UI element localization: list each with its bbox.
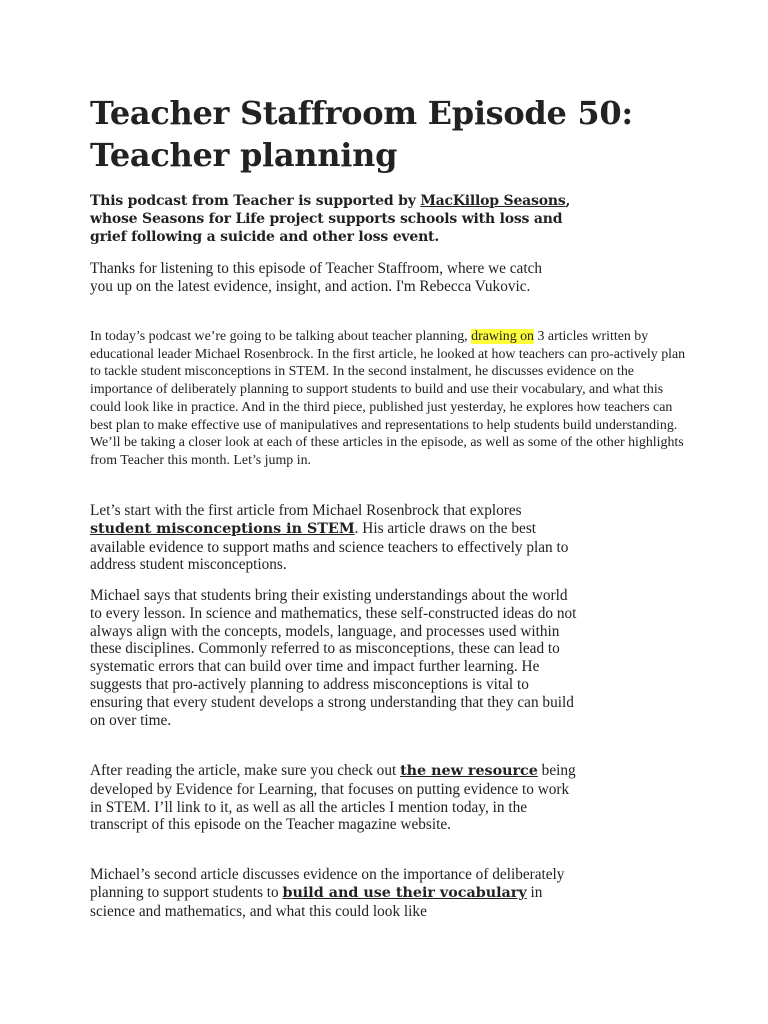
- paragraph-misconceptions: [90, 502, 582, 574]
- paragraph-resource: [90, 762, 580, 834]
- student-misconceptions-link[interactable]: student misconceptions in STEM: [90, 520, 355, 537]
- vocabulary-after: in science and mathematics, and what this could look like: [90, 883, 543, 920]
- build-vocabulary-link[interactable]: build and use their vocabulary: [282, 884, 527, 901]
- mackillop-seasons-link[interactable]: MacKillop Seasons: [420, 193, 566, 209]
- misconceptions-before: Let’s start with the first article from Michael Rosenbrock that explores: [90, 502, 522, 519]
- paragraph-welcome: Thanks for listening to this episode of Teacher Staffroom, where we catch you up on the latest evidence, insight, and action. I'm Rebecca Vukovic.: [90, 260, 543, 295]
- overview-before: In today’s podcast we’re going to be talking about teacher planning,: [90, 329, 472, 344]
- page-title: Teacher Staffroom Episode 50: Teacher planning: [90, 94, 633, 174]
- paragraph-vocabulary: [90, 866, 574, 920]
- sponsor-intro-before: This podcast from Teacher is supported by: [90, 193, 421, 209]
- paragraph-overview: [90, 328, 686, 470]
- highlighted-text: drawing on: [471, 329, 535, 344]
- resource-before: After reading the article, make sure you check out: [90, 762, 401, 779]
- new-resource-link[interactable]: the new resource: [400, 763, 538, 779]
- sponsor-intro-after: , whose Seasons for Life project supports schools with loss and grief following a suicide and other loss event.: [90, 193, 571, 245]
- misconceptions-after: . His article draws on the best available evidence to support maths and science teachers to effectively plan to address student misconceptions.: [90, 519, 569, 574]
- resource-after: being developed by Evidence for Learning, that focuses on putting evidence to work in STEM. I’ll link to it, as well as all the articles I mention today, in the transcript of this episode on the Teacher magazine website.: [90, 762, 576, 834]
- sponsor-intro: [90, 192, 590, 246]
- vocabulary-before: Michael’s second article discusses evidence on the importance of deliberately planning to support students to: [90, 866, 565, 901]
- paragraph-michael-says: Michael says that students bring their existing understandings about the world to every lesson. In science and mathematics, these self-constructed ideas do not always align with the concepts, models, language, and processes used within these disciplines. Commonly referred to as misconceptions, these can lead to systematic errors that can build over time and impact further learning. He suggests that pro-actively planning to address misconceptions is vital to ensuring that every student develops a strong understanding that they can build on over time.: [90, 587, 577, 729]
- overview-after: 3 articles written by educational leader Michael Rosenbrock. In the first article, he looked at how teachers can pro-actively plan to tackle student misconceptions in STEM. In the second instalment, he discusses evidence on the importance of deliberately planning to support students to build and use their vocabulary, and what this could look like in practice. And in the third piece, published just yesterday, he explores how teachers can best plan to make effective use of manipulatives and representations to help students build understanding. We’ll be taking a closer look at each of these articles in the episode, as well as some of the other highlights from Teacher this month. Let’s jump in.: [90, 329, 686, 468]
